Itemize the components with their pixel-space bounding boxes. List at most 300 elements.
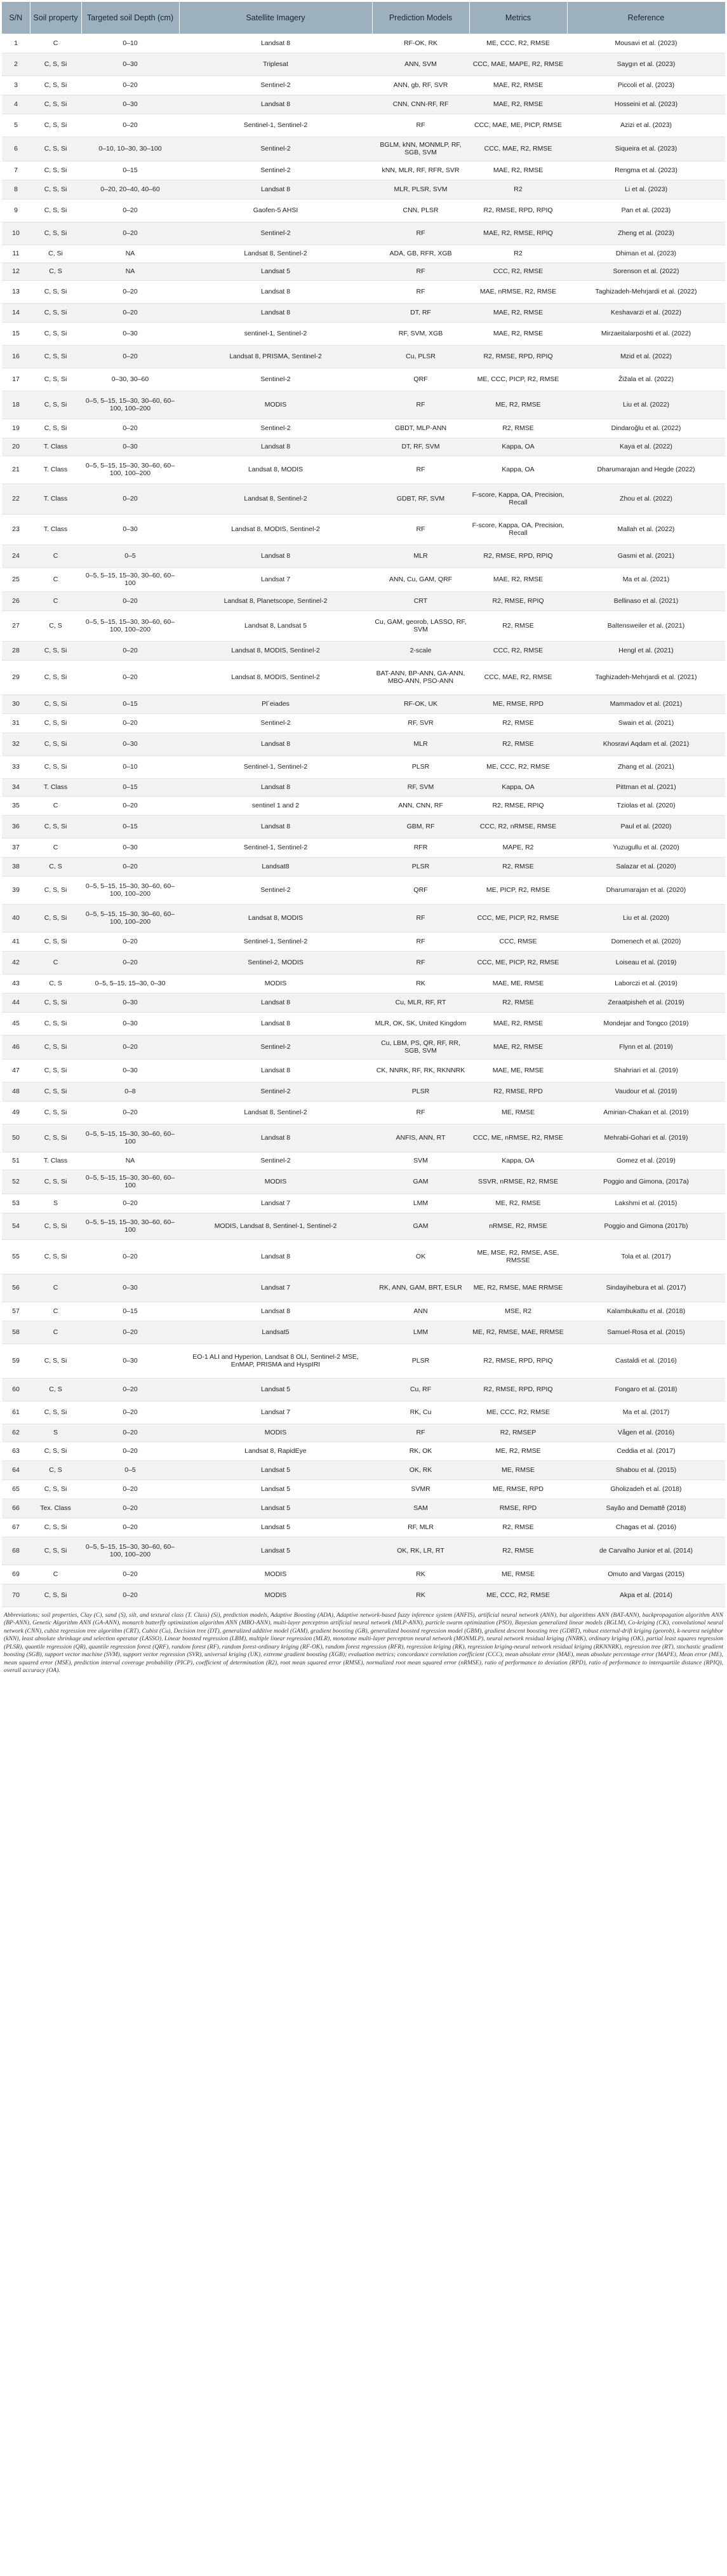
cell-metrics: R2, RMSE, RPD, RPIQ	[469, 1378, 567, 1401]
cell-prediction-models: BGLM, kNN, MONMLP, RF, SGB, SVM	[372, 137, 469, 161]
cell-soil-property: C, S, Si	[30, 419, 81, 438]
table-row	[2, 438, 725, 455]
cell-sn: 29	[2, 660, 30, 694]
cell-prediction-models: RK	[372, 1584, 469, 1607]
cell-satellite-imagery: Landsat8	[179, 857, 372, 876]
cell-soil-property: C	[30, 1321, 81, 1344]
cell-metrics: CCC, ME, nRMSE, R2, RMSE	[469, 1124, 567, 1152]
cell-satellite-imagery: Landsat 8, Sentinel-2	[179, 245, 372, 262]
table-row	[2, 34, 725, 53]
table-row	[2, 1441, 725, 1460]
cell-sn: 69	[2, 1565, 30, 1584]
cell-satellite-imagery: Landsat 8, Landsat 5	[179, 610, 372, 641]
cell-satellite-imagery: Landsat 8, MODIS, Sentinel-2	[179, 660, 372, 694]
cell-reference: Pan et al. (2023)	[567, 199, 725, 222]
cell-soil-property: C, S, Si	[30, 368, 81, 391]
table-row	[2, 1082, 725, 1101]
cell-metrics: CCC, MAE, R2, RMSE	[469, 660, 567, 694]
cell-reference: Akpa et al. (2014)	[567, 1584, 725, 1607]
table-row	[2, 280, 725, 303]
cell-metrics: ME, R2, RMSE	[469, 1441, 567, 1460]
cell-satellite-imagery: Sentinel-2	[179, 368, 372, 391]
cell-soil-depth: 0–20	[81, 660, 179, 694]
cell-sn: 35	[2, 796, 30, 815]
cell-satellite-imagery: Landsat 8, MODIS, Sentinel-2	[179, 514, 372, 544]
table-row	[2, 245, 725, 262]
cell-metrics: R2, RMSE	[469, 732, 567, 755]
cell-sn: 68	[2, 1537, 30, 1565]
cell-satellite-imagery: Landsat 8, MODIS	[179, 904, 372, 932]
cell-prediction-models: BAT-ANN, BP-ANN, GA-ANN, MBO-ANN, PSO-ANN	[372, 660, 469, 694]
cell-soil-depth: 0–5, 5–15, 15–30, 30–60, 60–100	[81, 1170, 179, 1194]
cell-prediction-models: PLSR	[372, 755, 469, 778]
cell-soil-depth: 0–5	[81, 1460, 179, 1480]
cell-soil-property: T. Class	[30, 1152, 81, 1170]
cell-soil-depth: 0–20	[81, 951, 179, 974]
cell-satellite-imagery: Sentinel-2	[179, 876, 372, 904]
cell-soil-depth: 0–5, 5–15, 15–30, 30–60, 60–100	[81, 567, 179, 591]
cell-reference: Domenech et al. (2020)	[567, 932, 725, 951]
cell-metrics: MSE, R2	[469, 1302, 567, 1321]
table-row	[2, 1518, 725, 1537]
cell-satellite-imagery: Landsat 8	[179, 180, 372, 199]
cell-satellite-imagery: Landsat 5	[179, 1378, 372, 1401]
cell-soil-property: C, S	[30, 610, 81, 641]
cell-soil-property: C, S, Si	[30, 815, 81, 838]
table-row	[2, 180, 725, 199]
cell-reference: Liu et al. (2020)	[567, 904, 725, 932]
cell-sn: 62	[2, 1424, 30, 1441]
cell-soil-depth: 0–5, 5–15, 15–30, 30–60, 60–100, 100–200	[81, 1537, 179, 1565]
cell-soil-depth: 0–20	[81, 280, 179, 303]
cell-metrics: Kappa, OA	[469, 438, 567, 455]
cell-satellite-imagery: Landsat 8	[179, 438, 372, 455]
cell-soil-depth: 0–30	[81, 95, 179, 114]
cell-satellite-imagery: Sentinel-1, Sentinel-2	[179, 838, 372, 857]
cell-sn: 61	[2, 1401, 30, 1424]
cell-metrics: ME, CCC, R2, RMSE	[469, 1401, 567, 1424]
cell-metrics: ME, CCC, R2, RMSE	[469, 755, 567, 778]
cell-metrics: R2, RMSE	[469, 857, 567, 876]
cell-prediction-models: ANN, Cu, GAM, QRF	[372, 567, 469, 591]
cell-sn: 57	[2, 1302, 30, 1321]
table-row	[2, 660, 725, 694]
cell-satellite-imagery: MODIS	[179, 974, 372, 993]
table-row	[2, 755, 725, 778]
table-row	[2, 161, 725, 180]
cell-soil-depth: NA	[81, 1152, 179, 1170]
cell-satellite-imagery: Sentinel-1, Sentinel-2	[179, 755, 372, 778]
cell-prediction-models: GAM	[372, 1170, 469, 1194]
cell-soil-property: C	[30, 1565, 81, 1584]
cell-sn: 48	[2, 1082, 30, 1101]
cell-prediction-models: LMM	[372, 1321, 469, 1344]
cell-reference: Gasmi et al. (2021)	[567, 544, 725, 567]
cell-soil-property: C	[30, 1274, 81, 1302]
cell-prediction-models: CNN, CNN-RF, RF	[372, 95, 469, 114]
header-prediction-models: Prediction Models	[372, 2, 469, 34]
cell-metrics: CCC, MAE, R2, RMSE	[469, 137, 567, 161]
cell-soil-property: C, S, Si	[30, 1441, 81, 1460]
cell-soil-property: T. Class	[30, 438, 81, 455]
cell-reference: Tziolas et al. (2020)	[567, 796, 725, 815]
cell-soil-depth: 0–20	[81, 76, 179, 95]
cell-metrics: ME, R2, RMSE, MAE RRMSE	[469, 1274, 567, 1302]
cell-prediction-models: Cu, LBM, PS, QR, RF, RR, SGB, SVM	[372, 1035, 469, 1059]
cell-sn: 53	[2, 1194, 30, 1213]
cell-prediction-models: RF	[372, 1101, 469, 1124]
cell-prediction-models: SAM	[372, 1499, 469, 1518]
cell-reference: Zheng et al. (2023)	[567, 222, 725, 245]
cell-soil-depth: 0–15	[81, 815, 179, 838]
cell-soil-depth: 0–20	[81, 1401, 179, 1424]
cell-reference: Vågen et al. (2016)	[567, 1424, 725, 1441]
table-row	[2, 694, 725, 713]
cell-soil-property: C, S, Si	[30, 137, 81, 161]
cell-soil-property: C, S, Si	[30, 1518, 81, 1537]
table-row	[2, 262, 725, 280]
table-row	[2, 876, 725, 904]
cell-metrics: CCC, R2, RMSE	[469, 641, 567, 660]
cell-metrics: ME, RMSE, RPD	[469, 694, 567, 713]
table-row	[2, 1152, 725, 1170]
table-row	[2, 1378, 725, 1401]
cell-metrics: ME, MSE, R2, RMSE, ASE, RMSSE	[469, 1239, 567, 1274]
cell-reference: Li et al. (2023)	[567, 180, 725, 199]
cell-prediction-models: RK	[372, 1565, 469, 1584]
cell-metrics: CCC, ME, PICP, R2, RMSE	[469, 904, 567, 932]
cell-sn: 19	[2, 419, 30, 438]
cell-metrics: ME, R2, RMSE	[469, 391, 567, 419]
cell-soil-depth: 0–20	[81, 1518, 179, 1537]
cell-metrics: Kappa, OA	[469, 455, 567, 483]
cell-soil-property: C, S, Si	[30, 932, 81, 951]
table-row	[2, 1565, 725, 1584]
cell-soil-depth: 0–20	[81, 857, 179, 876]
table-row	[2, 1424, 725, 1441]
cell-sn: 9	[2, 199, 30, 222]
cell-satellite-imagery: Landsat 8, MODIS, Sentinel-2	[179, 641, 372, 660]
cell-prediction-models: RFR	[372, 838, 469, 857]
cell-sn: 65	[2, 1480, 30, 1499]
cell-soil-depth: 0–5, 5–15, 15–30, 30–60, 60–100, 100–200	[81, 391, 179, 419]
cell-soil-depth: 0–30	[81, 993, 179, 1012]
cell-soil-depth: 0–30	[81, 1059, 179, 1082]
cell-sn: 52	[2, 1170, 30, 1194]
cell-prediction-models: RF	[372, 904, 469, 932]
table-row	[2, 591, 725, 610]
cell-soil-depth: 0–5, 5–15, 15–30, 30–60, 60–100, 100–200	[81, 610, 179, 641]
cell-metrics: MAE, nRMSE, R2, RMSE	[469, 280, 567, 303]
cell-soil-depth: 0–20	[81, 1321, 179, 1344]
cell-soil-property: T. Class	[30, 455, 81, 483]
cell-prediction-models: RF, SVR	[372, 713, 469, 732]
cell-satellite-imagery: sentinel 1 and 2	[179, 796, 372, 815]
cell-soil-depth: 0–15	[81, 778, 179, 796]
table-row	[2, 1274, 725, 1302]
cell-soil-depth: 0–30	[81, 438, 179, 455]
cell-satellite-imagery: sentinel-1, Sentinel-2	[179, 322, 372, 345]
cell-prediction-models: RF, MLR	[372, 1518, 469, 1537]
cell-metrics: ME, RMSE, RPD	[469, 1480, 567, 1499]
cell-sn: 15	[2, 322, 30, 345]
cell-soil-property: C	[30, 796, 81, 815]
table-row	[2, 932, 725, 951]
cell-metrics: MAE, R2, RMSE	[469, 1012, 567, 1035]
table-row	[2, 368, 725, 391]
cell-satellite-imagery: Landsat 8	[179, 1012, 372, 1035]
cell-soil-property: S	[30, 1194, 81, 1213]
table-row	[2, 419, 725, 438]
cell-reference: Mallah et al. (2022)	[567, 514, 725, 544]
cell-satellite-imagery: Sentinel-2	[179, 161, 372, 180]
cell-satellite-imagery: Sentinel-2	[179, 137, 372, 161]
cell-metrics: R2, RMSE, RPIQ	[469, 796, 567, 815]
cell-prediction-models: GBM, RF	[372, 815, 469, 838]
cell-reference: Hengl et al. (2021)	[567, 641, 725, 660]
cell-sn: 16	[2, 345, 30, 368]
cell-sn: 3	[2, 76, 30, 95]
cell-reference: Dindaroğlu et al. (2022)	[567, 419, 725, 438]
cell-soil-property: T. Class	[30, 778, 81, 796]
cell-metrics: ME, R2, RMSE	[469, 1194, 567, 1213]
cell-satellite-imagery: Sentinel-2	[179, 1082, 372, 1101]
cell-soil-property: C, S, Si	[30, 1101, 81, 1124]
table-row	[2, 1239, 725, 1274]
cell-sn: 37	[2, 838, 30, 857]
cell-soil-depth: 0–20	[81, 1194, 179, 1213]
cell-satellite-imagery: Sentinel-2	[179, 76, 372, 95]
cell-soil-depth: 0–20	[81, 1565, 179, 1584]
cell-sn: 7	[2, 161, 30, 180]
cell-soil-property: C	[30, 34, 81, 53]
cell-satellite-imagery: Landsat 8	[179, 732, 372, 755]
cell-metrics: MAE, R2, RMSE	[469, 322, 567, 345]
cell-sn: 27	[2, 610, 30, 641]
cell-prediction-models: DT, RF, SVM	[372, 438, 469, 455]
cell-satellite-imagery: Landsat 8	[179, 303, 372, 322]
cell-reference: Ma et al. (2021)	[567, 567, 725, 591]
review-table	[2, 2, 726, 1607]
table-row	[2, 1401, 725, 1424]
cell-soil-property: C, S	[30, 1378, 81, 1401]
cell-satellite-imagery: Landsat 8	[179, 778, 372, 796]
cell-reference: Taghizadeh-Mehrjardi et al. (2022)	[567, 280, 725, 303]
cell-soil-property: C, S, Si	[30, 303, 81, 322]
cell-sn: 51	[2, 1152, 30, 1170]
cell-metrics: CCC, MAE, ME, PICP, RMSE	[469, 114, 567, 137]
cell-satellite-imagery: Gaofen-5 AHSI	[179, 199, 372, 222]
cell-satellite-imagery: MODIS	[179, 391, 372, 419]
cell-soil-property: C, S, Si	[30, 732, 81, 755]
cell-prediction-models: ANN, CNN, RF	[372, 796, 469, 815]
table-row	[2, 322, 725, 345]
cell-satellite-imagery: Landsat 7	[179, 1194, 372, 1213]
cell-sn: 21	[2, 455, 30, 483]
cell-reference: Mzid et al. (2022)	[567, 345, 725, 368]
cell-soil-depth: 0–20	[81, 419, 179, 438]
cell-soil-depth: 0–20	[81, 641, 179, 660]
cell-satellite-imagery: MODIS	[179, 1584, 372, 1607]
cell-satellite-imagery: Landsat 5	[179, 1518, 372, 1537]
cell-reference: Liu et al. (2022)	[567, 391, 725, 419]
cell-reference: Siqueira et al. (2023)	[567, 137, 725, 161]
cell-reference: Lakshmi et al. (2015)	[567, 1194, 725, 1213]
table-header	[2, 2, 725, 34]
cell-prediction-models: DT, RF	[372, 303, 469, 322]
cell-soil-property: C, S, Si	[30, 114, 81, 137]
cell-reference: Taghizadeh-Mehrjardi et al. (2021)	[567, 660, 725, 694]
cell-sn: 4	[2, 95, 30, 114]
cell-soil-property: S	[30, 1424, 81, 1441]
cell-sn: 18	[2, 391, 30, 419]
cell-prediction-models: ANN, gb, RF, SVR	[372, 76, 469, 95]
table-row	[2, 114, 725, 137]
table-row	[2, 1584, 725, 1607]
cell-prediction-models: ANFIS, ANN, RT	[372, 1124, 469, 1152]
cell-prediction-models: RF	[372, 280, 469, 303]
cell-soil-depth: 0–15	[81, 1302, 179, 1321]
cell-satellite-imagery: Landsat 8, RapidEye	[179, 1441, 372, 1460]
cell-reference: Zhang et al. (2021)	[567, 755, 725, 778]
cell-reference: Poggio and Gimona, (2017a)	[567, 1170, 725, 1194]
table-row	[2, 1480, 725, 1499]
cell-sn: 23	[2, 514, 30, 544]
cell-reference: Zhou et al. (2022)	[567, 483, 725, 514]
cell-soil-property: C, S, Si	[30, 641, 81, 660]
cell-satellite-imagery: Landsat 8	[179, 95, 372, 114]
cell-prediction-models: MLR	[372, 732, 469, 755]
cell-satellite-imagery: Landsat 7	[179, 567, 372, 591]
cell-soil-property: C, S	[30, 262, 81, 280]
cell-prediction-models: PLSR	[372, 1082, 469, 1101]
table-row	[2, 199, 725, 222]
cell-reference: Khosravi Aqdam et al. (2021)	[567, 732, 725, 755]
table-row	[2, 222, 725, 245]
table-row	[2, 974, 725, 993]
cell-soil-depth: 0–30	[81, 838, 179, 857]
cell-soil-property: C, S, Si	[30, 391, 81, 419]
cell-soil-property: C, S, Si	[30, 1170, 81, 1194]
cell-satellite-imagery: Landsat 8, PRISMA, Sentinel-2	[179, 345, 372, 368]
cell-reference: Dharumarajan et al. (2020)	[567, 876, 725, 904]
cell-prediction-models: RF	[372, 114, 469, 137]
cell-reference: Sayão and Demattê (2018)	[567, 1499, 725, 1518]
cell-sn: 13	[2, 280, 30, 303]
cell-sn: 50	[2, 1124, 30, 1152]
cell-soil-property: C, S, Si	[30, 1344, 81, 1378]
cell-sn: 28	[2, 641, 30, 660]
cell-reference: Vaudour et al. (2019)	[567, 1082, 725, 1101]
cell-sn: 36	[2, 815, 30, 838]
cell-soil-property: C, S, Si	[30, 76, 81, 95]
cell-reference: Swain et al. (2021)	[567, 713, 725, 732]
cell-reference: Omuto and Vargas (2015)	[567, 1565, 725, 1584]
cell-reference: Castaldi et al. (2016)	[567, 1344, 725, 1378]
cell-soil-depth: 0–30	[81, 514, 179, 544]
cell-soil-property: C	[30, 951, 81, 974]
cell-sn: 64	[2, 1460, 30, 1480]
cell-reference: Mehrabi-Gohari et al. (2019)	[567, 1124, 725, 1152]
cell-metrics: MAPE, R2	[469, 838, 567, 857]
cell-sn: 12	[2, 262, 30, 280]
cell-reference: Mousavi et al. (2023)	[567, 34, 725, 53]
cell-satellite-imagery: MODIS, Landsat 8, Sentinel-1, Sentinel-2	[179, 1213, 372, 1239]
cell-sn: 60	[2, 1378, 30, 1401]
cell-soil-depth: 0–30, 30–60	[81, 368, 179, 391]
cell-soil-depth: 0–5, 5–15, 15–30, 30–60, 60–100	[81, 1213, 179, 1239]
header-metrics: Metrics	[469, 2, 567, 34]
cell-soil-property: C, S, Si	[30, 322, 81, 345]
cell-metrics: RMSE, RPD	[469, 1499, 567, 1518]
cell-prediction-models: ADA, GB, RFR, XGB	[372, 245, 469, 262]
cell-prediction-models: CNN, PLSR	[372, 199, 469, 222]
cell-reference: Fongaro et al. (2018)	[567, 1378, 725, 1401]
table-row	[2, 1344, 725, 1378]
cell-soil-property: C, S, Si	[30, 993, 81, 1012]
cell-sn: 8	[2, 180, 30, 199]
cell-metrics: R2, RMSE, RPD, RPIQ	[469, 1344, 567, 1378]
table-row	[2, 303, 725, 322]
cell-soil-depth: 0–20	[81, 713, 179, 732]
cell-sn: 43	[2, 974, 30, 993]
table-row	[2, 1460, 725, 1480]
cell-soil-property: C	[30, 544, 81, 567]
cell-metrics: R2, RMSEP	[469, 1424, 567, 1441]
cell-soil-property: C	[30, 591, 81, 610]
cell-sn: 59	[2, 1344, 30, 1378]
cell-soil-property: C, S, Si	[30, 1059, 81, 1082]
cell-metrics: ME, RMSE	[469, 1460, 567, 1480]
cell-soil-property: C, S, Si	[30, 1584, 81, 1607]
cell-soil-property: C, S	[30, 1460, 81, 1480]
cell-reference: Mammadov et al. (2021)	[567, 694, 725, 713]
cell-prediction-models: QRF	[372, 368, 469, 391]
cell-reference: Azizi et al. (2023)	[567, 114, 725, 137]
cell-metrics: R2	[469, 245, 567, 262]
cell-satellite-imagery: Landsat 5	[179, 1480, 372, 1499]
cell-reference: Baltensweiler et al. (2021)	[567, 610, 725, 641]
cell-prediction-models: RF, SVM	[372, 778, 469, 796]
cell-metrics: MAE, R2, RMSE, RPIQ	[469, 222, 567, 245]
cell-prediction-models: RF, SVM, XGB	[372, 322, 469, 345]
cell-metrics: R2, RMSE	[469, 1537, 567, 1565]
cell-reference: Mondejar and Tongco (2019)	[567, 1012, 725, 1035]
cell-metrics: R2, RMSE, RPD, RPIQ	[469, 199, 567, 222]
table-row	[2, 391, 725, 419]
cell-satellite-imagery: Landsat 5	[179, 1499, 372, 1518]
cell-prediction-models: RF	[372, 932, 469, 951]
cell-satellite-imagery: Landsat 7	[179, 1401, 372, 1424]
cell-prediction-models: LMM	[372, 1194, 469, 1213]
cell-soil-depth: 0–10	[81, 755, 179, 778]
cell-sn: 42	[2, 951, 30, 974]
cell-prediction-models: GAM	[372, 1213, 469, 1239]
cell-reference: Dhiman et al. (2023)	[567, 245, 725, 262]
cell-soil-depth: 0–8	[81, 1082, 179, 1101]
cell-soil-property: C, S, Si	[30, 1213, 81, 1239]
cell-satellite-imagery: Landsat 5	[179, 262, 372, 280]
table-row	[2, 1059, 725, 1082]
cell-metrics: MAE, R2, RMSE	[469, 567, 567, 591]
cell-soil-property: C, S	[30, 974, 81, 993]
cell-reference: Kalambukattu et al. (2018)	[567, 1302, 725, 1321]
table-row	[2, 1321, 725, 1344]
cell-satellite-imagery: Sentinel-2	[179, 1035, 372, 1059]
cell-metrics: ME, PICP, R2, RMSE	[469, 876, 567, 904]
cell-satellite-imagery: EO-1 ALI and Hyperion, Landsat 8 OLI, Sentinel-2 MSE, EnMAP, PRISMA and HyspIRI	[179, 1344, 372, 1378]
cell-soil-depth: 0–5	[81, 544, 179, 567]
